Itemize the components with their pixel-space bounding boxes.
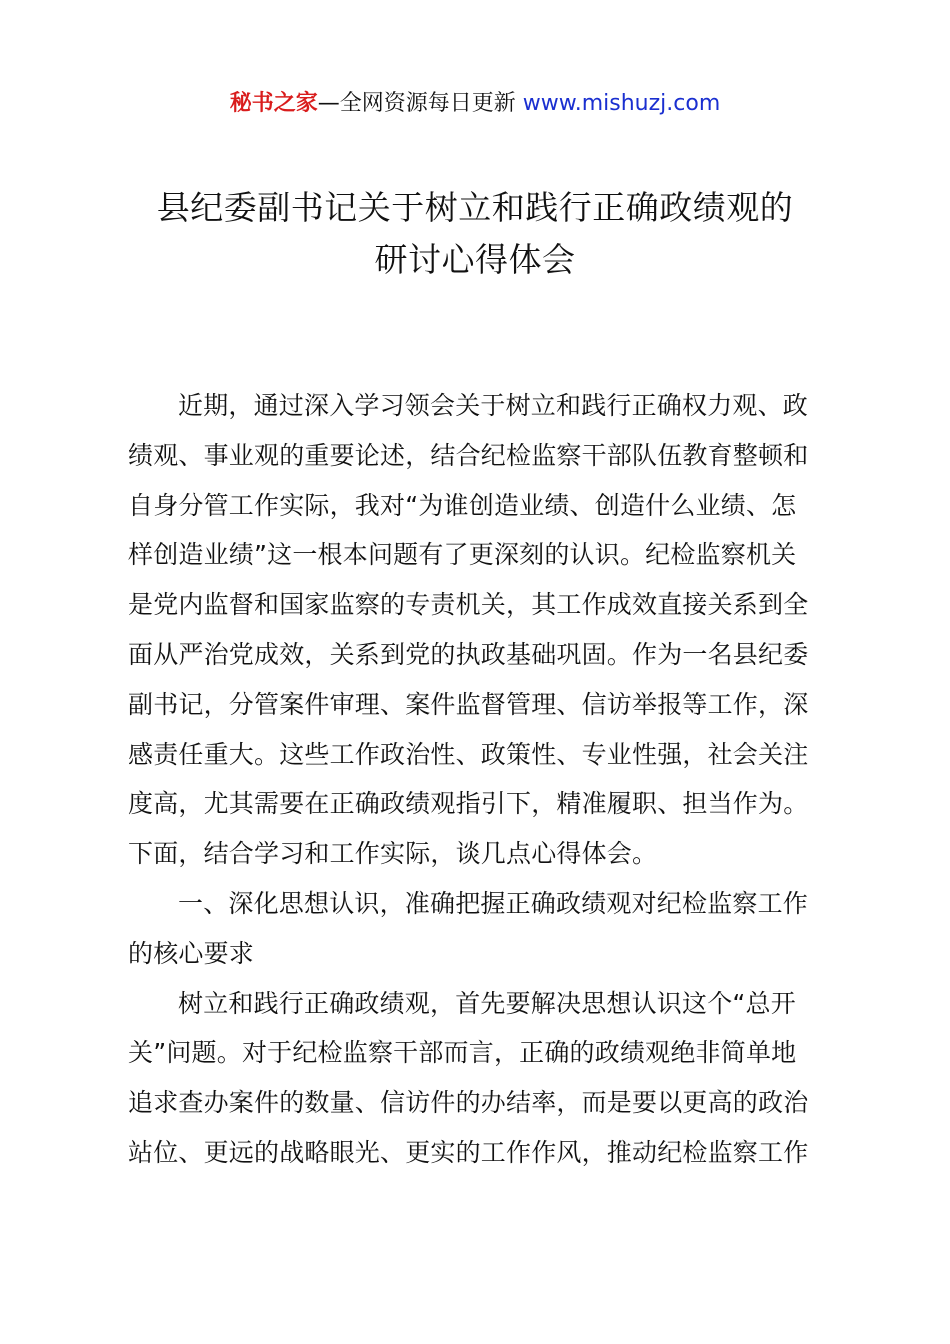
title-line: 县纪委副书记关于树立和践行正确政绩观的 (156, 188, 794, 227)
paragraph-line: 树立和践行正确政绩观，首先要解决思想认识这个“总开 (178, 988, 796, 1018)
section-heading-line: 的核心要求 (128, 938, 255, 968)
site-url-link[interactable]: www.mishuzj.com (522, 91, 721, 116)
section-heading-line: 一、深化思想认识，准确把握正确政绩观对纪检监察工作 (178, 888, 809, 918)
paragraph-line: 感责任重大。这些工作政治性、政策性、专业性强，社会关注 (128, 739, 809, 769)
paragraph-line: 站位、更远的战略眼光、更实的工作作风，推动纪检监察工作 (128, 1137, 809, 1167)
paragraph-line: 是党内监督和国家监察的专责机关，其工作成效直接关系到全 (128, 590, 809, 620)
title-line: 研讨心得体会 (374, 240, 576, 279)
paragraph-line: 自身分管工作实际，我对“为谁创造业绩、创造什么业绩、怎 (128, 490, 797, 520)
paragraph-line: 面从严治党成效，关系到党的执政基础巩固。作为一名县纪委 (128, 639, 809, 669)
paragraph-line: 关”问题。对于纪检监察干部而言，正确的政绩观绝非简单地 (128, 1038, 797, 1068)
site-header (0, 88, 950, 120)
document-title (0, 182, 950, 286)
site-brand: 秘书之家 (229, 91, 318, 116)
paragraph-line: 绩观、事业观的重要论述，结合纪检监察干部队伍教育整顿和 (128, 440, 809, 470)
paragraph-line: 下面，结合学习和工作实际，谈几点心得体会。 (128, 839, 658, 869)
paragraph-line: 副书记，分管案件审理、案件监督管理、信访举报等工作，深 (128, 689, 809, 719)
paragraph-line: 样创造业绩”这一根本问题有了更深刻的认识。纪检监察机关 (128, 540, 797, 570)
paragraph-line: 度高，尤其需要在正确政绩观指引下，精准履职、担当作为。 (128, 789, 809, 819)
paragraph-line: 近期，通过深入学习领会关于树立和践行正确权力观、政 (178, 391, 809, 420)
site-slogan: —全网资源每日更新 (317, 91, 516, 116)
document-body (128, 381, 840, 1178)
paragraph-line: 追求查办案件的数量、信访件的办结率，而是要以更高的政治 (128, 1088, 809, 1118)
